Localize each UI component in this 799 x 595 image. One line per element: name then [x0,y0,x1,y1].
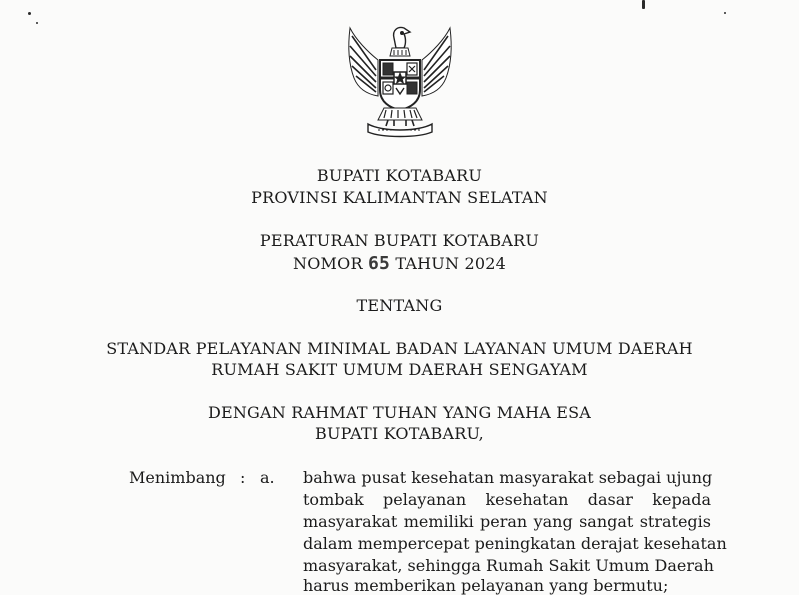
scan-speck [28,12,31,15]
considering-line: dalam mempercepat peningkatan derajat kesehatan [303,534,727,553]
considering-label: Menimbang [129,468,226,487]
letterhead-line-1: BUPATI KOTABARU [316,166,483,185]
subject-line-1: STANDAR PELAYANAN MINIMAL BADAN LAYANAN UMUM DAERAH [106,339,693,358]
considering-line: masyarakat, sehingga Rumah Sakit Umum Daerah [303,556,714,575]
number-suffix: TAHUN 2024 [395,254,506,273]
item-marker: a. [260,468,275,487]
scan-speck [724,12,726,14]
handwritten-number: 65 [368,253,391,274]
considering-separator: : [240,468,246,487]
scan-speck [36,22,38,24]
subject-line-2: RUMAH SAKIT UMUM DAERAH SENGAYAM [211,360,588,379]
considering-line: bahwa pusat kesehatan masyarakat sebagai ujung [303,468,713,487]
garuda-emblem-icon [338,22,462,140]
considering-line: masyarakat memiliki peran yang sangat strategis [303,512,711,531]
regulation-number [0,253,799,274]
letterhead-line-2: PROVINSI KALIMANTAN SELATAN [251,188,548,207]
preamble-line-2: BUPATI KOTABARU, [315,424,484,443]
considering-line: tombak pelayanan kesehatan dasar kepada [303,490,711,509]
preamble-line-1: DENGAN RAHMAT TUHAN YANG MAHA ESA [207,403,592,422]
considering-line: harus memberikan pelayanan yang bermutu; [303,576,669,595]
about-label: TENTANG [356,296,443,315]
scan-speck [642,0,645,9]
regulation-title: PERATURAN BUPATI KOTABARU [259,231,540,250]
number-prefix: NOMOR [293,254,363,273]
